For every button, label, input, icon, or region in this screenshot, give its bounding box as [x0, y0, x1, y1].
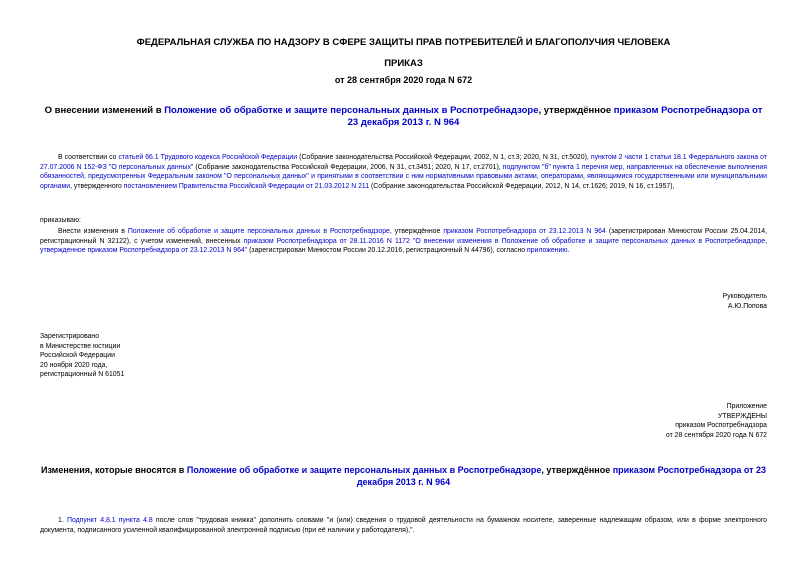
link-order-964[interactable]: приказом Роспотребнадзора от 23 декабря 2013 г. N 964 — [347, 105, 763, 128]
appendix-block — [666, 402, 767, 440]
link-order-964-3[interactable]: приказом Роспотребнадзора от 23 декабря 2013 г. N 964 — [356, 465, 767, 487]
p3-text-5: . — [567, 247, 570, 255]
registration-block — [40, 332, 124, 380]
appendix-approved: УТВЕРЖДЕНЫ — [718, 412, 767, 420]
signature-block — [723, 292, 767, 311]
link-regulation-2[interactable]: Положение об обработке и защите персональных данных в Роспотребнадзоре — [127, 228, 390, 235]
link-regulation[interactable]: Положение об обработке и защите персональных данных в Роспотребнадзоре — [164, 105, 539, 116]
appendix-date: от 28 сентября 2020 года N 672 — [665, 431, 767, 439]
title2-text-1: Изменения, которые вносятся в — [40, 465, 187, 475]
registration-line: регистрационный N 61051 — [40, 371, 125, 379]
doc-date: от 28 сентября 2020 года N 672 — [334, 75, 473, 85]
order-word: приказываю: — [40, 217, 81, 224]
link-order-1172[interactable]: приказом Роспотребнадзора от 28.11.2016 N 1172 "О внесении изменения в Положение об обработке и защите персональных данных в Роспотребнадзоре, утвержденное приказом Роспотребнадзора от 23.12.2013 N 964" — [40, 237, 767, 255]
signer-name: А.Ю.Попова — [727, 302, 767, 310]
p4-text-2: после слов "трудовая книжка" дополнить словами "и (или) сведения о трудовой деятельности на бумажном носителе, заверенные надлежащим образом, или в форме электронного документа, подписанного усиленной квалифицированной электронной подписью (при её наличии у работодателя),". — [40, 517, 767, 534]
p3-text-2: , утверждённое — [389, 228, 444, 235]
appendix-label: Приложение — [726, 403, 767, 410]
link-regulation-3[interactable]: Положение об обработке и защите персональных данных в Роспотребнадзоре — [186, 465, 542, 475]
p1-text-4: , утвержденного — [70, 182, 124, 190]
p3-text-3: (зарегистрирован Минюстом России 25.04.2014, регистрационный N 32122), с учетом изменений, внесенных — [40, 228, 767, 245]
registration-line: в Министерстве юстиции — [40, 342, 121, 350]
registration-line: 20 ноября 2020 года, — [40, 361, 108, 369]
title-text-1: О внесении изменений в — [44, 105, 165, 116]
appendix-order: приказом Роспотребнадзора — [675, 422, 767, 430]
link-federal-law-152[interactable]: пунктом 2 части 1 статьи 18.1 Федерального закона от 27.07.2006 N 152-ФЗ "О персональных данных" — [40, 154, 767, 171]
order-paragraph — [40, 227, 767, 256]
title2-text-2: , утверждённое — [541, 465, 613, 475]
registration-line: Российской Федерации — [40, 352, 115, 360]
p1-text-1: В соответствии со — [58, 154, 119, 161]
p4-text-1: 1. — [58, 517, 68, 524]
doc-type: ПРИКАЗ — [384, 58, 423, 69]
registration-line: Зарегистрировано — [40, 333, 100, 340]
link-subclause-4-8-1[interactable]: Подпункт 4.8.1 пункта 4.8 — [67, 517, 153, 524]
preamble-paragraph — [40, 153, 767, 191]
link-labor-code[interactable]: статьей 66.1 Трудового кодекса Российской Федерации — [118, 154, 298, 161]
order-title — [40, 105, 767, 129]
agency-heading: ФЕДЕРАЛЬНАЯ СЛУЖБА ПО НАДЗОРУ В СФЕРЕ ЗАЩИТЫ ПРАВ ПОТРЕБИТЕЛЕЙ И БЛАГОПОЛУЧИЯ ЧЕЛОВЕКА — [136, 37, 671, 48]
link-order-964-2[interactable]: приказом Роспотребнадзора от 23.12.2013 N 964 — [443, 228, 606, 235]
p1-text-3: (Собрание законодательства Российской Федерации, 2006, N 31, ст.3451; 2020, N 17, ст.2701), — [193, 163, 503, 171]
change-item-1 — [40, 516, 767, 535]
title-text-2: , утверждённое — [538, 105, 614, 116]
link-government-decree[interactable]: постановлением Правительства Российской Федерации от 21.03.2012 N 211 — [123, 182, 370, 190]
p1-text-5: (Собрание законодательства Российской Федерации, 2012, N 14, ст.1626; 2019, N 16, ст.1957), — [369, 182, 675, 190]
link-appendix[interactable]: приложению — [527, 247, 568, 255]
signer-role: Руководитель — [722, 293, 767, 300]
p1-text-2: (Собрание законодательства Российской Федерации, 2002, N 1, ст.3; 2020, N 31, ст.5020), — [297, 154, 591, 161]
p3-text-1: Внести изменения в — [58, 228, 128, 235]
changes-title — [40, 464, 767, 488]
p3-text-4: (зарегистрирован Минюстом России 20.12.2016, регистрационный N 44796), согласно — [247, 247, 528, 255]
link-measures-list[interactable]: подпунктом "б" пункта 1 перечня мер, направленных на обеспечение выполнения обязанностей, предусмотренных Федеральным законом "О персональных данных" и принятыми в соответствии с ним нормативными правовыми актами, операторами, являющимися государственными или муниципальными органами — [40, 163, 768, 190]
